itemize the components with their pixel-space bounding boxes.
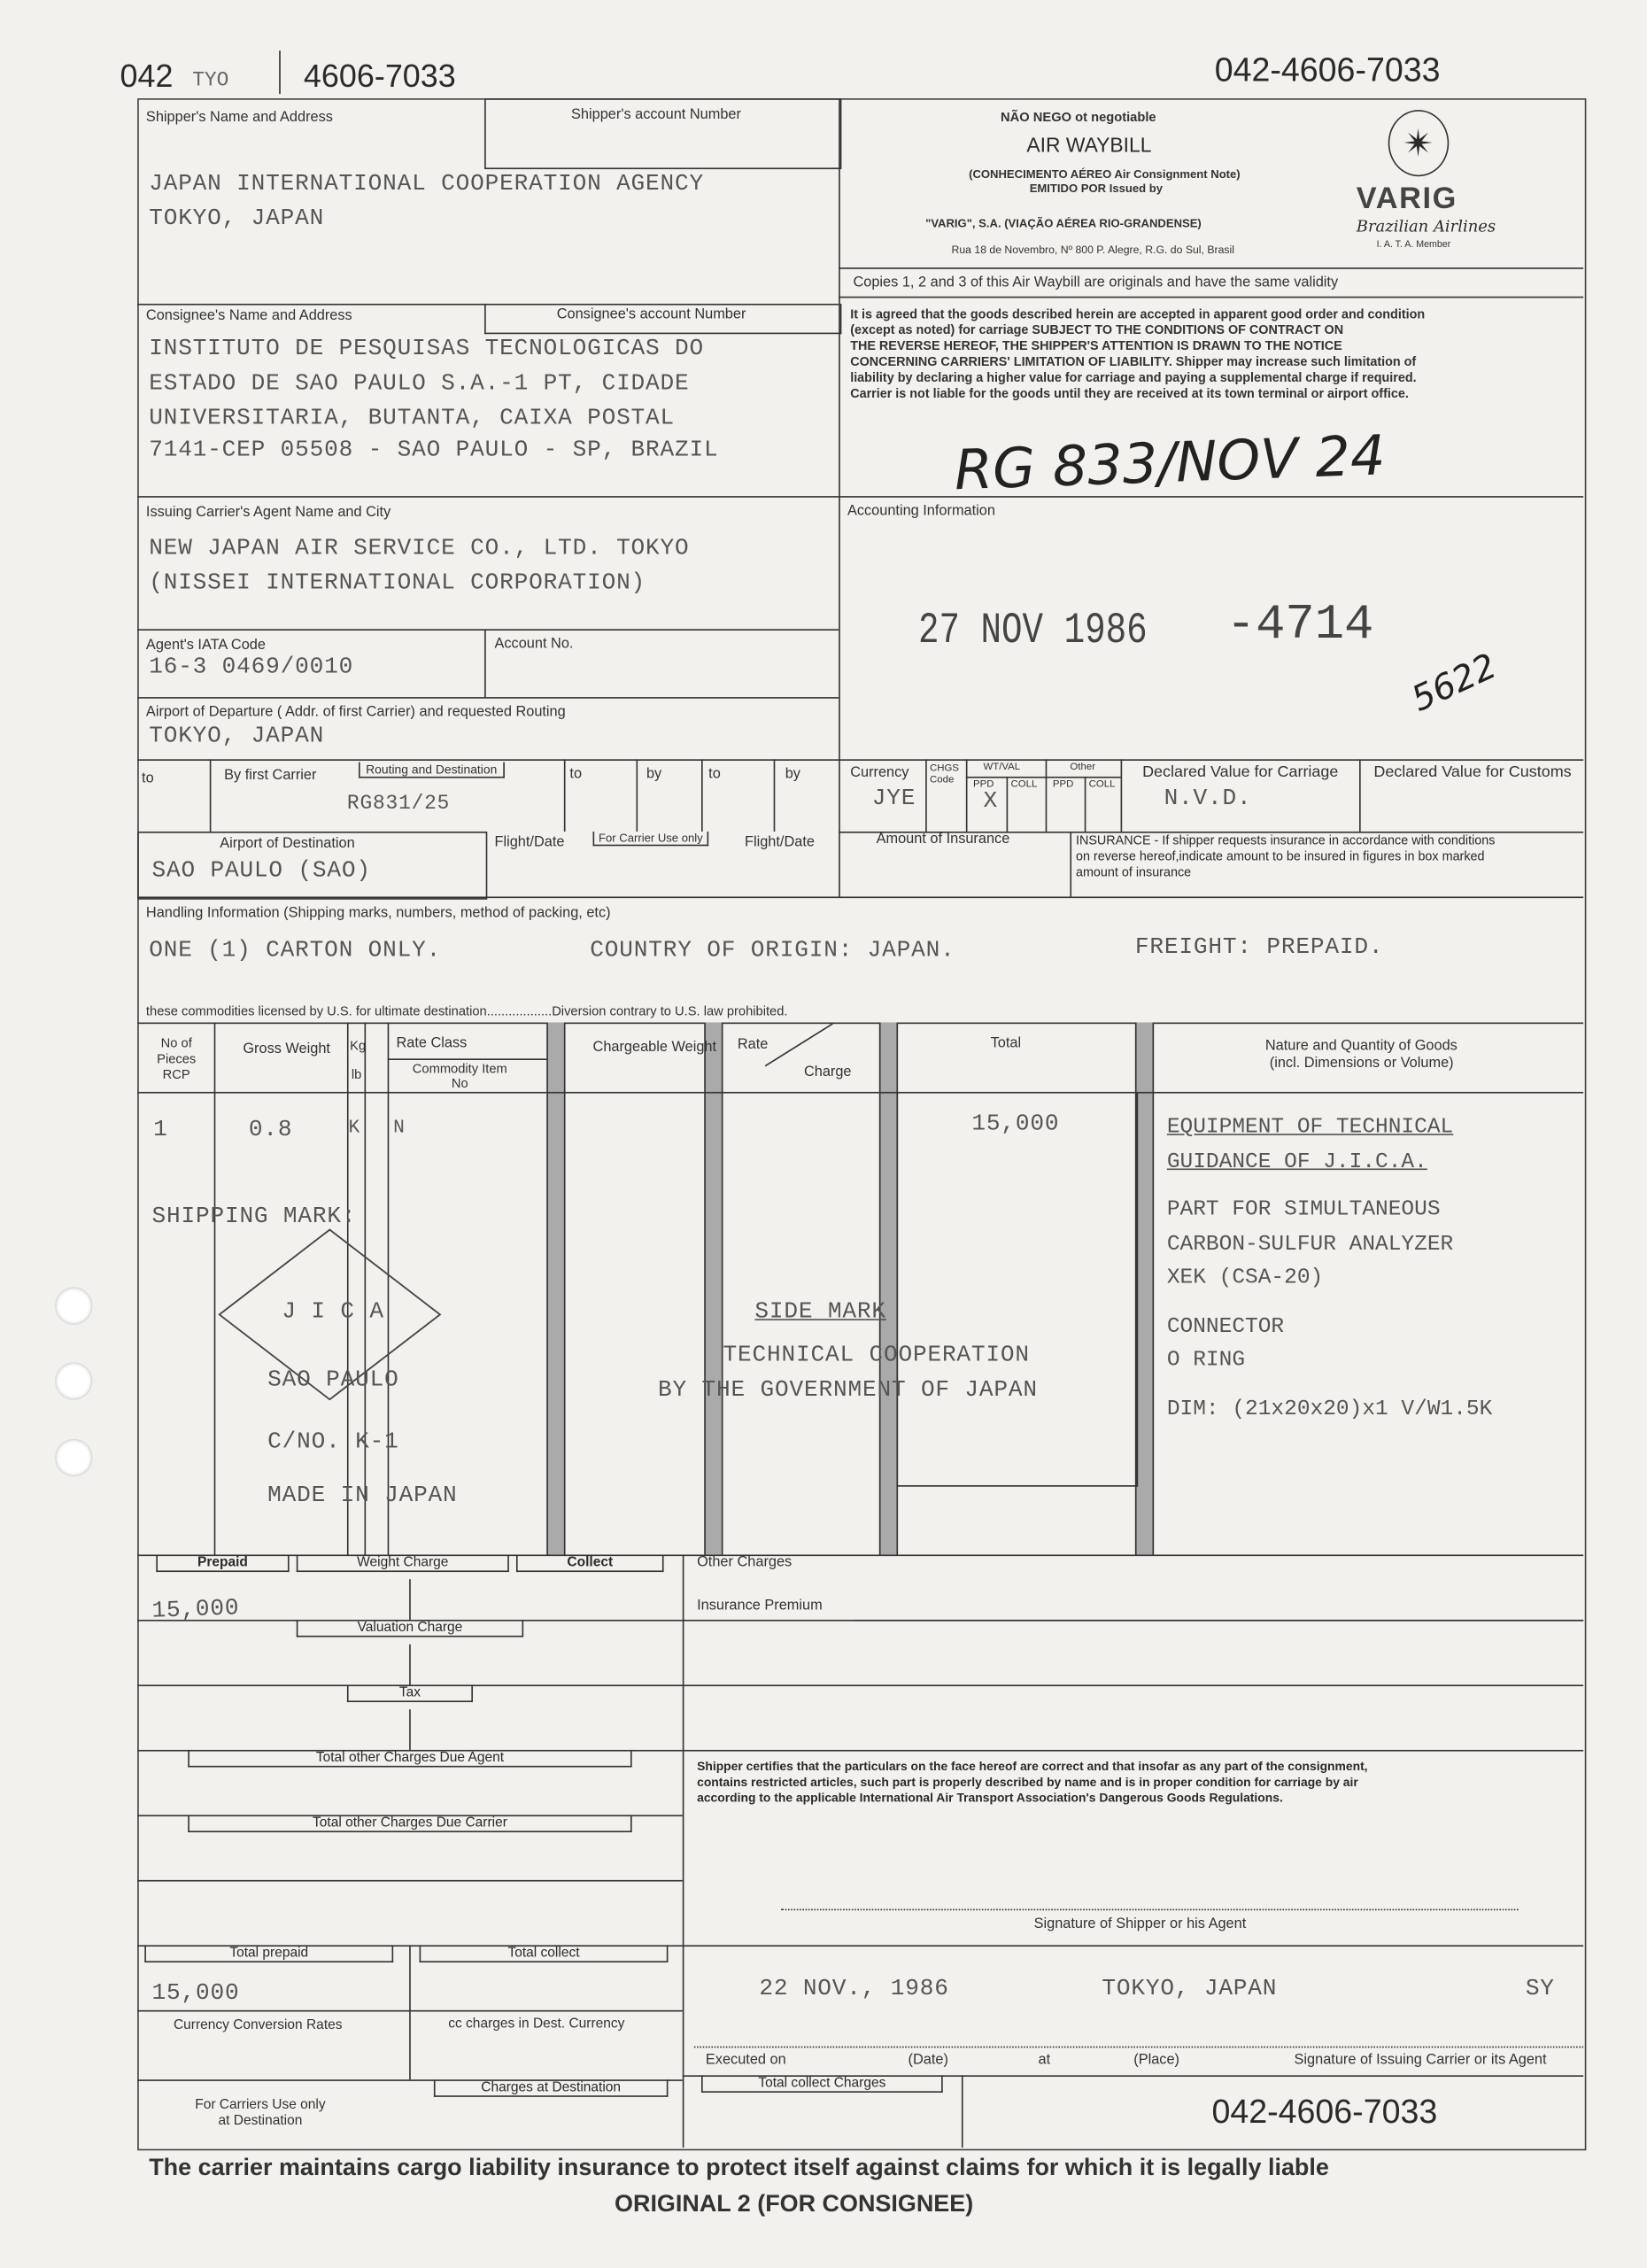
total-value: 15,000: [971, 1111, 1060, 1137]
at-label: at: [1038, 2052, 1051, 2069]
cc-dest-label: cc charges in Dest. Currency: [448, 2016, 625, 2032]
awb-serial: 4606-7033: [303, 58, 456, 95]
liability-notice: The carrier maintains cargo liability insurance to protect itself against claims for which it is legally liable: [149, 2155, 1329, 2181]
executed-date: 22 NOV., 1986: [759, 1975, 949, 2002]
shipper-certification: [697, 1759, 1367, 1807]
col-chargeable: Chargeable Weight: [592, 1040, 717, 1057]
punch-hole: [55, 1287, 92, 1324]
routing-dest-label: Routing and Destination: [359, 762, 504, 778]
place-label: (Place): [1133, 2052, 1180, 2069]
destination-value: SAO PAULO (SAO): [151, 857, 371, 884]
punch-hole: [55, 1439, 92, 1476]
tax-tab: Tax: [347, 1684, 473, 1702]
agent-label: Issuing Carrier's Agent Name and City: [145, 504, 391, 521]
goods-line: DIM: (21x20x20)x1 V/W1.5K: [1166, 1396, 1493, 1421]
departure-value: TOKYO, JAPAN: [149, 723, 325, 749]
col-commodity: Commodity Item No: [412, 1061, 507, 1091]
valuation-tab: Valuation Charge: [297, 1620, 523, 1637]
certify-line: contains restricted articles, such part is properly described by name and is in proper condition for carriage by air: [697, 1774, 1358, 1790]
conditions-text: [850, 306, 1425, 402]
document-title: AIR WAYBILL: [1026, 133, 1152, 157]
document-subtitle: (CONHECIMENTO AÉREO Air Consignment Note): [969, 167, 1241, 182]
punch-hole: [55, 1362, 92, 1399]
conditions-line: THE REVERSE HEREOF, THE SHIPPER'S ATTENTION IS DRAWN TO THE NOTICE: [850, 338, 1342, 353]
nature-of-goods: [1167, 1111, 1493, 1426]
shipper-line: JAPAN INTERNATIONAL COOPERATION AGENCY: [149, 170, 705, 197]
departure-label: Airport of Departure ( Addr. of first Carrier) and requested Routing: [145, 704, 566, 721]
insurance-note: [1076, 833, 1495, 881]
amount-insurance-label: Amount of Insurance: [876, 831, 1010, 848]
iata-code: 16-3 0469/0010: [149, 654, 354, 680]
unit-value: K: [348, 1116, 361, 1139]
conditions-line: liability by declaring a higher value for carriage and paying a supplemental charge if required.: [850, 370, 1417, 385]
side-mark-line: BY THE GOVERNMENT OF JAPAN: [658, 1376, 1038, 1404]
flight-date-label: Flight/Date: [494, 834, 565, 851]
handwritten-flight: RG 833/NOV 24: [953, 423, 1387, 502]
other-ppd-label: PPD: [1052, 779, 1074, 790]
certify-line: according to the applicable International Air Transport Association's Dangerous Goods Regulations.: [697, 1790, 1283, 1805]
col-nature: Nature and Quantity of Goods: [1264, 1038, 1458, 1055]
first-carrier-label: By first Carrier: [224, 768, 317, 785]
col-rate: Rate: [737, 1036, 769, 1053]
rate-class-value: N: [393, 1116, 406, 1139]
copy-designation: ORIGINAL 2 (FOR CONSIGNEE): [615, 2190, 974, 2218]
other-coll-label: COLL: [1088, 779, 1116, 790]
shipper-line: TOKYO, JAPAN: [149, 205, 325, 232]
total-box: [896, 1092, 1138, 1487]
total-prepaid-tab: Total prepaid: [144, 1945, 393, 1962]
certify-line: Shipper certifies that the particulars on the face hereof are correct and that insofar as any part of the consignment,: [697, 1758, 1368, 1774]
mark-city: SAO PAULO: [267, 1366, 399, 1393]
shipper-label: Shipper's Name and Address: [145, 110, 333, 127]
account-no-label: Account No.: [494, 636, 574, 653]
consignee-line: UNIVERSITARIA, BUTANTA, CAIXA POSTAL: [149, 405, 676, 431]
chgs-code-label: CHGS Code: [930, 763, 960, 786]
flight-date-label: Flight/Date: [744, 834, 815, 851]
conditions-line: Carrier is not liable for the goods until they are received at its town terminal or airport office.: [850, 386, 1409, 401]
first-carrier-value: RG831/25: [346, 792, 451, 817]
other-charges-label: Other Charges: [697, 1554, 793, 1571]
wtval-ppd-label: PPD: [973, 779, 994, 790]
handling-value: ONE (1) CARTON ONLY.: [149, 937, 442, 964]
varig-logo: VARIG: [1356, 182, 1458, 216]
col-kg: Kg: [350, 1038, 367, 1053]
currency-value: JYE: [871, 785, 916, 812]
agent-line: (NISSEI INTERNATIONAL CORPORATION): [149, 569, 646, 596]
insurance-line: amount of insurance: [1075, 864, 1192, 879]
mark-cno: C/NO. K-1: [267, 1428, 399, 1455]
to-label: to: [569, 766, 583, 783]
declared-carriage-label: Declared Value for Carriage: [1142, 763, 1339, 781]
wtval-coll-label: COLL: [1010, 779, 1038, 790]
handling-value: FREIGHT: PREPAID.: [1134, 933, 1384, 961]
wtval-ppd-mark: X: [983, 787, 998, 815]
consignee-line: INSTITUTO DE PESQUISAS TECNOLOGICAS DO: [149, 335, 705, 362]
goods-line: EQUIPMENT OF TECHNICAL: [1166, 1115, 1454, 1140]
conditions-line: CONCERNING CARRIERS' LIMITATION OF LIABILITY. Shipper may increase such limitation of: [850, 354, 1417, 369]
col-gross: Gross Weight: [243, 1041, 330, 1057]
goods-line: [1167, 1377, 1493, 1391]
awb-prefix: 042: [120, 58, 174, 95]
stamp-number: -4714: [1226, 599, 1374, 654]
goods-line: PART FOR SIMULTANEOUS: [1166, 1197, 1441, 1222]
col-nature-sub: (incl. Dimensions or Volume): [1269, 1056, 1454, 1072]
other-carrier-tab: Total other Charges Due Carrier: [188, 1815, 631, 1832]
total-prepaid-value: 15,000: [151, 1979, 240, 2006]
collect-tab: Collect: [516, 1554, 664, 1572]
weight-prepaid-value: 15,000: [151, 1595, 240, 1624]
other-label: Other: [1070, 762, 1096, 773]
consignee-account-label: Consignee's account Number: [556, 306, 746, 323]
weight-charge-tab: Weight Charge: [297, 1554, 509, 1572]
conditions-line: (except as noted) for carriage SUBJECT TO THE CONDITIONS OF CONTRACT ON: [850, 322, 1344, 337]
by-label: by: [646, 766, 662, 783]
accounting-label: Accounting Information: [847, 503, 995, 520]
iata-code-label: Agent's IATA Code: [145, 638, 266, 654]
shipper-signature-label: Signature of Shipper or his Agent: [1033, 1916, 1247, 1932]
shipping-mark-label: SHIPPING MARK:: [151, 1203, 357, 1230]
to-label: to: [708, 766, 721, 783]
handling-label: Handling Information (Shipping marks, numbers, method of packing, etc): [145, 905, 611, 922]
other-agent-tab: Total other Charges Due Agent: [188, 1750, 631, 1768]
awb-number-top: 042-4606-7033: [1214, 50, 1441, 89]
currency-label: Currency: [850, 764, 909, 781]
side-mark-label: SIDE MARK: [754, 1298, 886, 1325]
goods-line: [1167, 1295, 1493, 1309]
consignee-line: 7141-CEP 05508 - SAO PAULO - SP, BRAZIL: [149, 437, 719, 463]
to-label: to: [142, 770, 154, 787]
total-collect-tab: Total collect: [420, 1945, 669, 1962]
prepaid-tab: Prepaid: [156, 1554, 289, 1572]
not-negotiable: NÃO NEGO ot negotiable: [1001, 110, 1156, 125]
goods-line: [1167, 1179, 1493, 1193]
wtval-label: WT/VAL: [983, 762, 1021, 773]
awb-number-bottom: 042-4606-7033: [1211, 2092, 1438, 2131]
copies-note: Copies 1, 2 and 3 of this Air Waybill are originals and have the same validity: [853, 275, 1339, 291]
executed-place: TOKYO, JAPAN: [1102, 1975, 1278, 2002]
issued-by: EMITIDO POR Issued by: [1029, 182, 1163, 196]
col-charge: Charge: [803, 1064, 852, 1080]
pieces-value: 1: [153, 1116, 168, 1143]
conversion-label: Currency Conversion Rates: [173, 2017, 343, 2033]
carrier-signature: SY: [1525, 1975, 1555, 2002]
awb-origin: TYO: [192, 69, 229, 93]
insurance-line: INSURANCE - If shipper requests insurance in accordance with conditions: [1075, 832, 1496, 848]
goods-line: CONNECTOR: [1166, 1313, 1285, 1339]
date-stamp: 27 NOV 1986: [917, 607, 1148, 657]
license-note: these commodities licensed by U.S. for ultimate destination..................Diversion contrary to U.S. law prohibited.: [145, 1003, 788, 1018]
carrier-signature-label: Signature of Issuing Carrier or its Agent: [1294, 2052, 1547, 2069]
varig-compass-logo-icon: ✴: [1388, 110, 1450, 176]
charges-dest-tab: Charges at Destination: [434, 2079, 669, 2097]
agent-line: NEW JAPAN AIR SERVICE CO., LTD. TOKYO: [149, 535, 690, 561]
goods-line: GUIDANCE OF J.I.C.A.: [1166, 1149, 1427, 1174]
total-collect-charges-tab: Total collect Charges: [701, 2075, 943, 2093]
gross-value: 0.8: [248, 1116, 293, 1143]
carrier-use-label: For Carrier Use only: [593, 832, 709, 846]
handwritten-number: 5622: [1405, 645, 1503, 720]
col-total: Total: [990, 1035, 1022, 1052]
mark-logo-text: J I C A: [282, 1298, 384, 1325]
consignee-label: Consignee's Name and Address: [145, 307, 352, 324]
declared-carriage-value: N.V.D.: [1164, 785, 1252, 812]
goods-line: CARBON-SULFUR ANALYZER: [1166, 1231, 1454, 1257]
executed-on-label: Executed on: [705, 2052, 786, 2069]
insurance-line: on reverse hereof,indicate amount to be insured in figures in box marked: [1075, 848, 1485, 863]
conditions-line: It is agreed that the goods described herein are accepted in apparent good order and condition: [850, 306, 1426, 321]
goods-line: O RING: [1166, 1347, 1246, 1373]
col-lb: lb: [351, 1067, 362, 1082]
handling-value: COUNTRY OF ORIGIN: JAPAN.: [590, 937, 955, 964]
date-label: (Date): [908, 2052, 948, 2069]
side-mark-line: TECHNICAL COOPERATION: [723, 1342, 1030, 1368]
varig-tagline: Brazilian Airlines: [1356, 216, 1496, 236]
insurance-premium-label: Insurance Premium: [697, 1598, 823, 1614]
goods-line: XEK (CSA-20): [1166, 1265, 1324, 1290]
shipper-account-label: Shipper's account Number: [571, 106, 741, 123]
by-label: by: [785, 766, 800, 783]
carrier-use-dest-label: For Carriers Use only at Destination: [195, 2096, 326, 2129]
consignee-line: ESTADO DE SAO PAULO S.A.-1 PT, CIDADE: [149, 370, 690, 397]
col-pieces: No of Pieces RCP: [157, 1035, 197, 1082]
iata-member: I. A. T. A. Member: [1376, 240, 1451, 251]
issuer-address: Rua 18 de Novembro, Nº 800 P. Alegre, R.G. do Sul, Brasil: [951, 243, 1234, 257]
col-rate-class: Rate Class: [396, 1035, 468, 1052]
issuer-company: "VARIG", S.A. (VIAÇÃO AÉREA RIO-GRANDENSE): [925, 216, 1202, 230]
declared-customs-label: Declared Value for Customs: [1373, 763, 1572, 781]
destination-label: Airport of Destination: [220, 835, 355, 852]
mark-made: MADE IN JAPAN: [267, 1482, 458, 1509]
